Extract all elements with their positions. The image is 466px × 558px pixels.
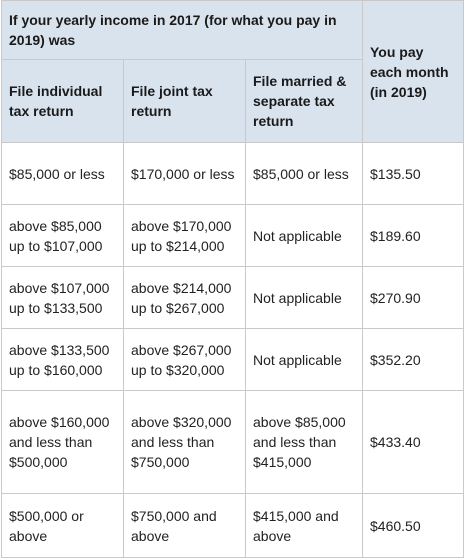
cell-pay: $189.60 <box>363 205 464 267</box>
cell-joint: above $214,000 up to $267,000 <box>124 267 246 329</box>
cell-individual: above $85,000 up to $107,000 <box>2 205 124 267</box>
table-header <box>2 1 464 143</box>
table-row <box>2 205 464 267</box>
table-row <box>2 494 464 558</box>
cell-individual: $500,000 or above <box>2 494 124 558</box>
cell-separate: Not applicable <box>246 329 363 391</box>
table-row <box>2 143 464 205</box>
cell-pay: $460.50 <box>363 494 464 558</box>
cell-joint: above $320,000 and less than $750,000 <box>124 391 246 494</box>
cell-pay: $270.90 <box>363 267 464 329</box>
cell-individual: above $107,000 up to $133,500 <box>2 267 124 329</box>
cell-separate: $415,000 and above <box>246 494 363 558</box>
cell-joint: $170,000 or less <box>124 143 246 205</box>
column-header-individual: File individual tax return <box>2 60 124 143</box>
cell-pay: $135.50 <box>363 143 464 205</box>
column-header-separate: File married & separate tax return <box>246 60 363 143</box>
cell-joint: above $170,000 up to $214,000 <box>124 205 246 267</box>
table-body <box>2 143 464 558</box>
cell-pay: $352.20 <box>363 329 464 391</box>
cell-individual: above $133,500 up to $160,000 <box>2 329 124 391</box>
cell-separate: Not applicable <box>246 205 363 267</box>
pay-column-header: You pay each month (in 2019) <box>363 1 464 143</box>
table-row <box>2 391 464 494</box>
cell-individual: $85,000 or less <box>2 143 124 205</box>
column-header-joint: File joint tax return <box>124 60 246 143</box>
cell-joint: $750,000 and above <box>124 494 246 558</box>
cell-individual: above $160,000 and less than $500,000 <box>2 391 124 494</box>
cell-joint: above $267,000 up to $320,000 <box>124 329 246 391</box>
premium-table <box>1 0 464 558</box>
income-title: If your yearly income in 2017 (for what you pay in 2019) was <box>2 1 363 60</box>
cell-separate: Not applicable <box>246 267 363 329</box>
cell-separate: above $85,000 and less than $415,000 <box>246 391 363 494</box>
cell-pay: $433.40 <box>363 391 464 494</box>
cell-separate: $85,000 or less <box>246 143 363 205</box>
table-row <box>2 267 464 329</box>
table-row <box>2 329 464 391</box>
